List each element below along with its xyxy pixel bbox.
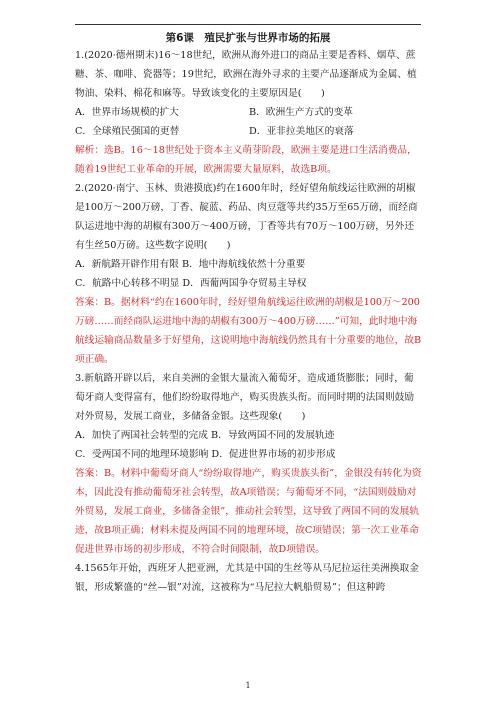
q3-answer: 答案：B。材料中葡萄牙商人“纷纷取得地产，购买贵族头衔”，金银没有转化为资本，因此没有推动葡萄牙社会转型，故A项错误；与葡萄牙不同，“法国则鼓励对外贸易，发展工商业，多储备金银”，推动社会转型，这导致了两国不同的发展轨迹，故B项正确；材料未提及两国不同的地理环境，故C项错误；第一次工业革命促进世界市场的初步形成，不符合时间限制，故D项错误。 — [75, 468, 422, 555]
q1-stem: 1.(2020·德州期末)16～18世纪，欧洲从海外进口的商品主要是香料、烟草、蔗糖、茶、咖啡、瓷器等；19世纪，欧洲在海外寻求的主要产品逐渐成为金属、植物油、染料、棉花和麻等。导致该变化的主要原因是( ) — [75, 50, 417, 99]
page-number: 1 — [245, 681, 251, 690]
q2-options-ab: A．新航路开辟作用有限 B．地中海航线依然十分重要 — [75, 259, 306, 270]
lesson-title: 第6课 殖民扩张与世界市场的拓展 — [165, 32, 331, 44]
q3-stem: 3.新航路开辟以后，来自美洲的金银大量流入葡萄牙，造成通货膨胀；同时，葡萄牙商人变得富有，他们纷纷取得地产，购买贵族头衔。而同时期的法国则鼓励对外贸易，发展工商业，多储备金银。这些现象( ) — [75, 373, 415, 422]
question-list — [75, 46, 423, 597]
header-rule — [75, 24, 421, 25]
q3-options-ab: A．加快了两国社会转型的完成 B．导致两国不同的发展轨迹 — [75, 430, 335, 441]
q2-answer: 答案：B。据材料“约在1600年时，经好望角航线运往欧洲的胡椒是100万～200万磅……而经商队运进地中海的胡椒有300万～400万磅……”可知，此时地中海航线运输商品数量多于好望角，这说明地中海航线仍然具有十分重要的地位，故B项正确。 — [75, 297, 422, 365]
q1-options-row2 — [75, 122, 423, 141]
q1-option-d: D．亚非拉美地区的衰落 — [249, 126, 354, 137]
q1-option-b: B．欧洲生产方式的变革 — [249, 107, 353, 118]
q2-stem: 2.(2020·南宁、玉林、贵港摸底)约在1600年时，经好望角航线运往欧洲的胡椒是100万～200万磅，丁香、靛蓝、药品、肉豆蔻等共约35万至65万磅，而经商队运进地中海的胡椒有300万～400万磅，丁香等共有70万～100万磅，另外还有生丝50万磅。这些数字说明( ) — [75, 183, 418, 251]
q4-stem: 4.1565年开始，西班牙人把亚洲，尤其是中国的生丝等从马尼拉运往美洲换取金银，形成繁盛的“丝—银”对流，这被称为“马尼拉大帆船贸易”；但这种跨 — [75, 563, 419, 593]
q3-options-cd: C．受两国不同的地理环境影响 D．促进世界市场的初步形成 — [75, 449, 336, 460]
q1-option-c: C．全球殖民强国的更替 — [75, 126, 180, 137]
q1-options-row1 — [75, 103, 423, 122]
q1-analysis: 解析：选B。16～18世纪处于资本主义萌芽阶段，欧洲主要是进口生活消费品，随着19世纪工业革命的开展，欧洲需要大量原料，故选B项。 — [75, 145, 417, 175]
q1-option-a: A．世界市场规模的扩大 — [75, 107, 179, 118]
q2-options-cd: C．航路中心转移不明显 D．西葡两国争夺贸易主导权 — [75, 278, 307, 289]
